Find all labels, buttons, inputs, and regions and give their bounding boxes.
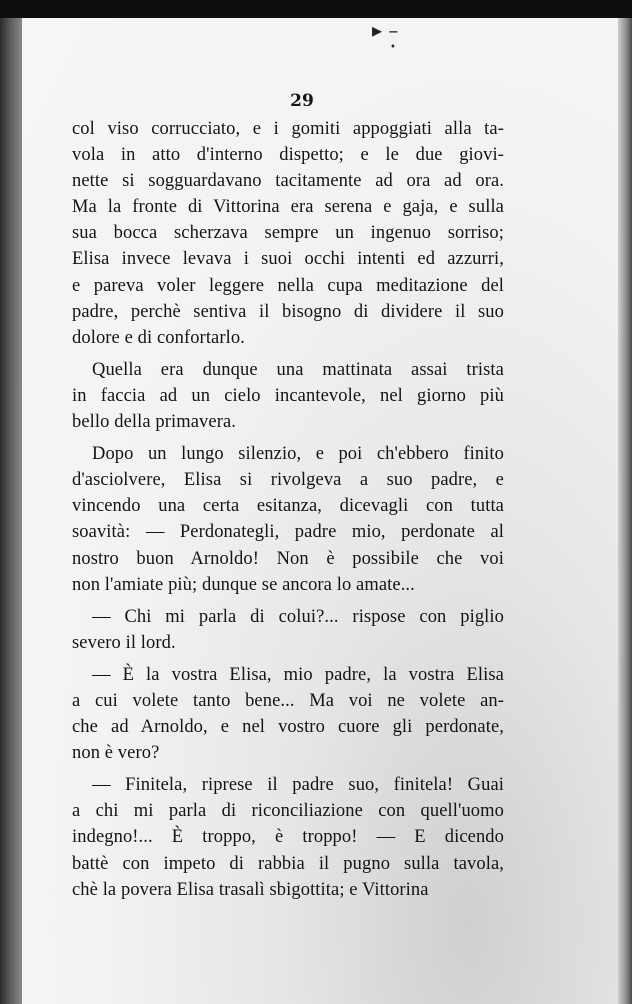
text-line: chè la povera Elisa trasalì sbigottita; e Vittorina — [72, 879, 429, 900]
text-line: a cui volete tanto bene... Ma voi ne volete an- — [72, 690, 504, 711]
text-line: padre, perchè sentiva il bisogno di dividere il suo — [72, 301, 504, 322]
text-line: col viso corrucciato, e i gomiti appoggiati alla ta- — [72, 119, 504, 139]
paragraph — [72, 116, 504, 351]
text-line: Dopo un lungo silenzio, e poi ch'ebbero finito — [92, 444, 504, 465]
text-line: — È la vostra Elisa, mio padre, la vostra Elisa — [92, 664, 504, 685]
text-line: Elisa invece levava i suoi occhi intenti ed azzurri, — [72, 249, 504, 270]
text-line: che ad Arnoldo, e nel vostro cuore gli perdonate, — [72, 717, 504, 738]
text-line: in faccia ad un cielo incantevole, nel giorno più — [72, 385, 504, 406]
text-line: battè con impeto di rabbia il pugno sulla tavola, — [72, 853, 504, 874]
text-line: nette si sogguardavano tacitamente ad ora ad ora. — [72, 171, 504, 192]
text-line: indegno!... È troppo, è troppo! — E dicendo — [72, 827, 504, 848]
scanner-top-band — [0, 0, 632, 18]
paragraph — [72, 604, 504, 656]
text-line: bello della primavera. — [72, 412, 237, 433]
text-line: non è vero? — [72, 743, 160, 764]
page-number: 29 — [290, 91, 314, 111]
text-line: nostro buon Arnoldo! Non è possibile che voi — [72, 548, 504, 569]
page-right-edge — [618, 18, 632, 1004]
text-line: soavità: — Perdonategli, padre mio, perdonate al — [72, 522, 504, 543]
paragraph — [72, 772, 504, 902]
paragraph — [72, 441, 504, 598]
text-line: non l'amiate più; dunque se ancora lo amate... — [72, 574, 415, 595]
paragraph — [72, 357, 504, 435]
book-page — [22, 18, 618, 1004]
text-line: Quella era dunque una mattinata assai trista — [92, 359, 504, 380]
ink-dot: • — [390, 42, 396, 53]
text-line: vincendo una certa esitanza, dicevagli con tutta — [72, 496, 504, 517]
ink-mark: ▸ – — [372, 18, 399, 42]
text-line: — Chi mi parla di colui?... rispose con piglio — [92, 606, 504, 627]
text-line: e pareva voler leggere nella cupa meditazione del — [72, 275, 504, 296]
text-line: severo il lord. — [72, 632, 176, 653]
text-line: — Finitela, riprese il padre suo, finitela! Guai — [92, 775, 504, 796]
text-line: sua bocca scherzava sempre un ingenuo sorriso; — [72, 223, 504, 244]
text-line: dolore e di confortarlo. — [72, 327, 245, 348]
book-binding-edge — [0, 18, 22, 1004]
text-line: a chi mi parla di riconciliazione con quell'uomo — [72, 801, 504, 822]
body-text — [72, 116, 504, 903]
text-line: Ma la fronte di Vittorina era serena e gaja, e sulla — [72, 197, 504, 218]
paragraph — [72, 662, 504, 766]
text-line: d'asciolvere, Elisa si rivolgeva a suo padre, e — [72, 470, 504, 491]
text-line: vola in atto d'interno dispetto; e le due giovi- — [72, 145, 504, 166]
